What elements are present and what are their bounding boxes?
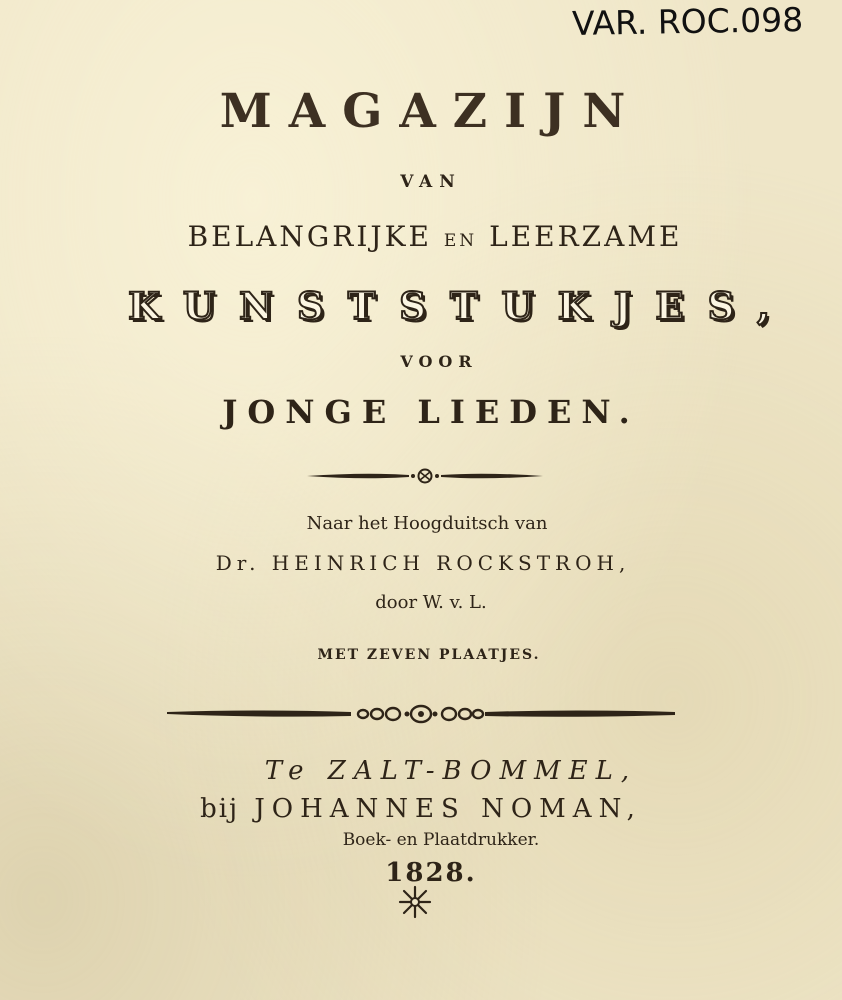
title-main: MAGAZIJN (219, 84, 643, 139)
plates-note: MET ZEVEN PLAATJES. (317, 647, 541, 663)
translator-line: door W. v. L. (375, 592, 487, 613)
star-flourish-icon (397, 884, 433, 920)
title-jonge-lieden: JONGE LIEDEN. (222, 393, 640, 431)
rule-with-bead-chain-icon (165, 702, 677, 726)
imprint-printer (0, 794, 842, 824)
imprint-trade: Boek- en Plaatdrukker. (342, 830, 540, 850)
author-name: Dr. HEINRICH ROCKSTROH, (215, 551, 631, 575)
imprint-place: Te ZALT-BOMMEL, (264, 756, 638, 786)
imprint-year: 1828. (385, 858, 477, 888)
title-subtitle (0, 220, 842, 253)
shelfmark-handwritten: VAR. ROC.098 (571, 0, 804, 44)
subtitle-word-1: BELANGRIJKE (187, 220, 432, 253)
title-van: VAN (400, 172, 462, 192)
subtitle-word-2: LEERZAME (489, 220, 683, 253)
translation-note: Naar het Hoogduitsch van (306, 513, 548, 534)
rule-with-center-knot-icon (305, 466, 545, 486)
subtitle-word-en: EN (443, 231, 478, 251)
title-voor: VOOR (400, 352, 478, 371)
title-kunststukjes: KUNSTSTUKJES, (128, 284, 794, 328)
imprint-bij: bij (200, 794, 240, 824)
imprint-printer-name: JOHANNES NOMAN, (254, 794, 642, 824)
